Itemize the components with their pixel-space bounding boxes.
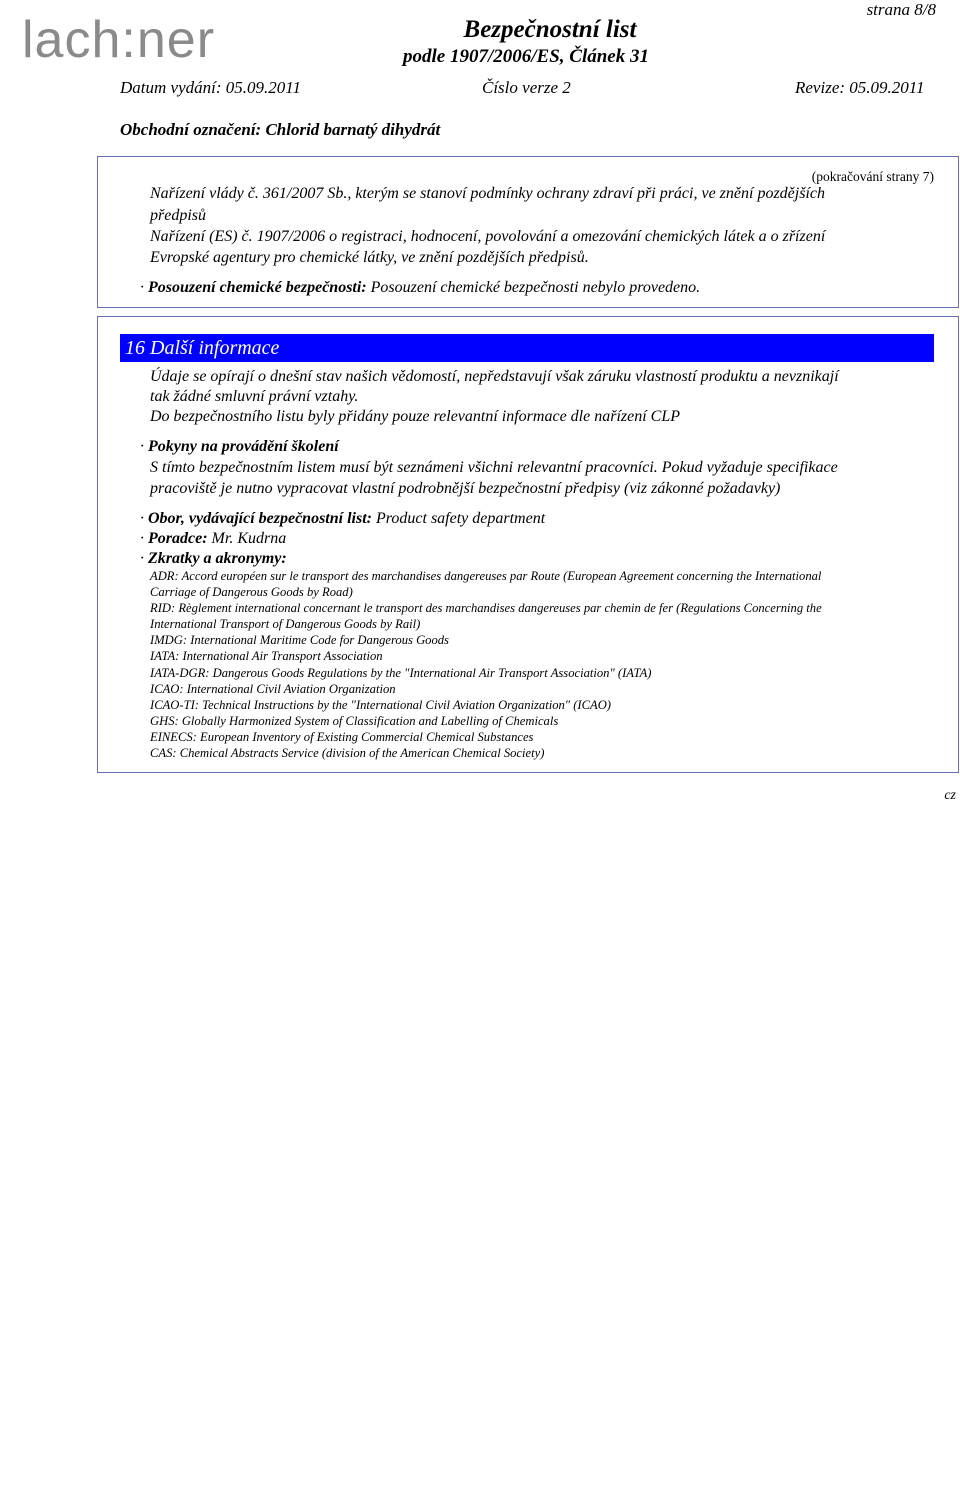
abbreviation-line: IATA-DGR: Dangerous Goods Regulations by the "International Air Transport Association" (IATA) [150, 666, 652, 680]
abbreviation-line: IMDG: International Maritime Code for Dangerous Goods [150, 633, 449, 647]
training-label: Pokyny na provádění školení [148, 438, 339, 455]
page-number: strana 8/8 [866, 0, 936, 19]
training-line-2: pracoviště je nutno vypracovat vlastní podrobnější bezpečnostní předpisy (viz zákonné požadavky) [150, 480, 781, 497]
assessment-value: Posouzení chemické bezpečnosti nebylo provedeno. [370, 279, 701, 296]
training-line-1: S tímto bezpečnostním listem musí být seznámeni všichni relevantní pracovníci. Pokud vyžaduje specifikace [150, 459, 838, 476]
training-heading: · Pokyny na provádění školení [140, 438, 339, 455]
advisor-value: Mr. Kudrna [211, 530, 287, 547]
abbreviation-line: International Transport of Dangerous Goods by Rail) [150, 617, 421, 631]
issuer-label: Obor, vydávající bezpečnostní list: [148, 510, 372, 527]
abbreviation-line: IATA: International Air Transport Association [150, 649, 383, 663]
regulation-line-4: Evropské agentury pro chemické látky, ve znění pozdějších předpisů. [150, 249, 589, 266]
abbreviations-label: Zkratky a akronymy: [148, 550, 287, 567]
language-code: cz [944, 788, 956, 803]
regulation-line-2: předpisů [150, 207, 206, 224]
logo-colon: : [121, 11, 137, 69]
abbreviation-line: CAS: Chemical Abstracts Service (division of the American Chemical Society) [150, 746, 545, 760]
abbreviation-line: EINECS: European Inventory of Existing Commercial Chemical Substances [150, 730, 534, 744]
logo-text-left: lach [22, 11, 122, 69]
abbreviation-line: ICAO-TI: Technical Instructions by the "International Civil Aviation Organization" (ICAO) [150, 698, 611, 712]
version-number: Číslo verze 2 [482, 78, 571, 97]
assessment-row: · Posouzení chemické bezpečnosti: Posouzení chemické bezpečnosti nebylo provedeno. [140, 279, 701, 296]
document-title: Bezpečnostní list [463, 16, 637, 43]
issuer-row: · Obor, vydávající bezpečnostní list: Product safety department [140, 510, 546, 527]
abbreviation-line: ICAO: International Civil Aviation Organization [150, 682, 396, 696]
issue-date: Datum vydání: 05.09.2011 [120, 78, 301, 97]
assessment-label: Posouzení chemické bezpečnosti: [148, 279, 367, 296]
abbreviation-line: GHS: Globally Harmonized System of Classification and Labelling of Chemicals [150, 714, 559, 728]
document-subtitle: podle 1907/2006/ES, Článek 31 [403, 46, 649, 67]
logo-text-right: ner [136, 11, 216, 69]
abbreviation-line: Carriage of Dangerous Goods by Road) [150, 585, 353, 599]
trade-name: Obchodní označení: Chlorid barnatý dihydrát [120, 120, 441, 139]
section-16-title: 16 Další informace [125, 337, 280, 359]
issuer-value: Product safety department [375, 510, 546, 527]
regulation-line-1: Nařízení vlády č. 361/2007 Sb., kterým se stanoví podmínky ochrany zdraví při práci, ve znění pozdějších [150, 185, 825, 202]
continuation-note: (pokračování strany 7) [811, 169, 934, 184]
advisor-label: Poradce: [148, 530, 208, 547]
disclaimer-line-1: Údaje se opírají o dnešní stav našich vědomostí, nepředstavují však záruku vlastností produktu a nevznikají [150, 368, 839, 385]
regulation-line-3: Nařízení (ES) č. 1907/2006 o registraci, hodnocení, povolování a omezování chemických látek a o zřízení [150, 228, 826, 245]
disclaimer-line-2: tak žádné smluvní právní vztahy. [150, 388, 359, 405]
abbreviations-heading: · Zkratky a akronymy: [140, 550, 287, 567]
abbreviation-line: RID: Règlement international concernant le transport des marchandises dangereuses par chemin de fer (Regulations Concerning the [150, 601, 822, 615]
revision-date: Revize: 05.09.2011 [795, 78, 925, 97]
clp-note: Do bezpečnostního listu byly přidány pouze relevantní informace dle nařízení CLP [150, 408, 680, 425]
abbreviation-line: ADR: Accord européen sur le transport des marchandises dangereuses par Route (European Agreement concerning the International [150, 569, 822, 583]
advisor-row: · Poradce: Mr. Kudrna [140, 530, 287, 547]
